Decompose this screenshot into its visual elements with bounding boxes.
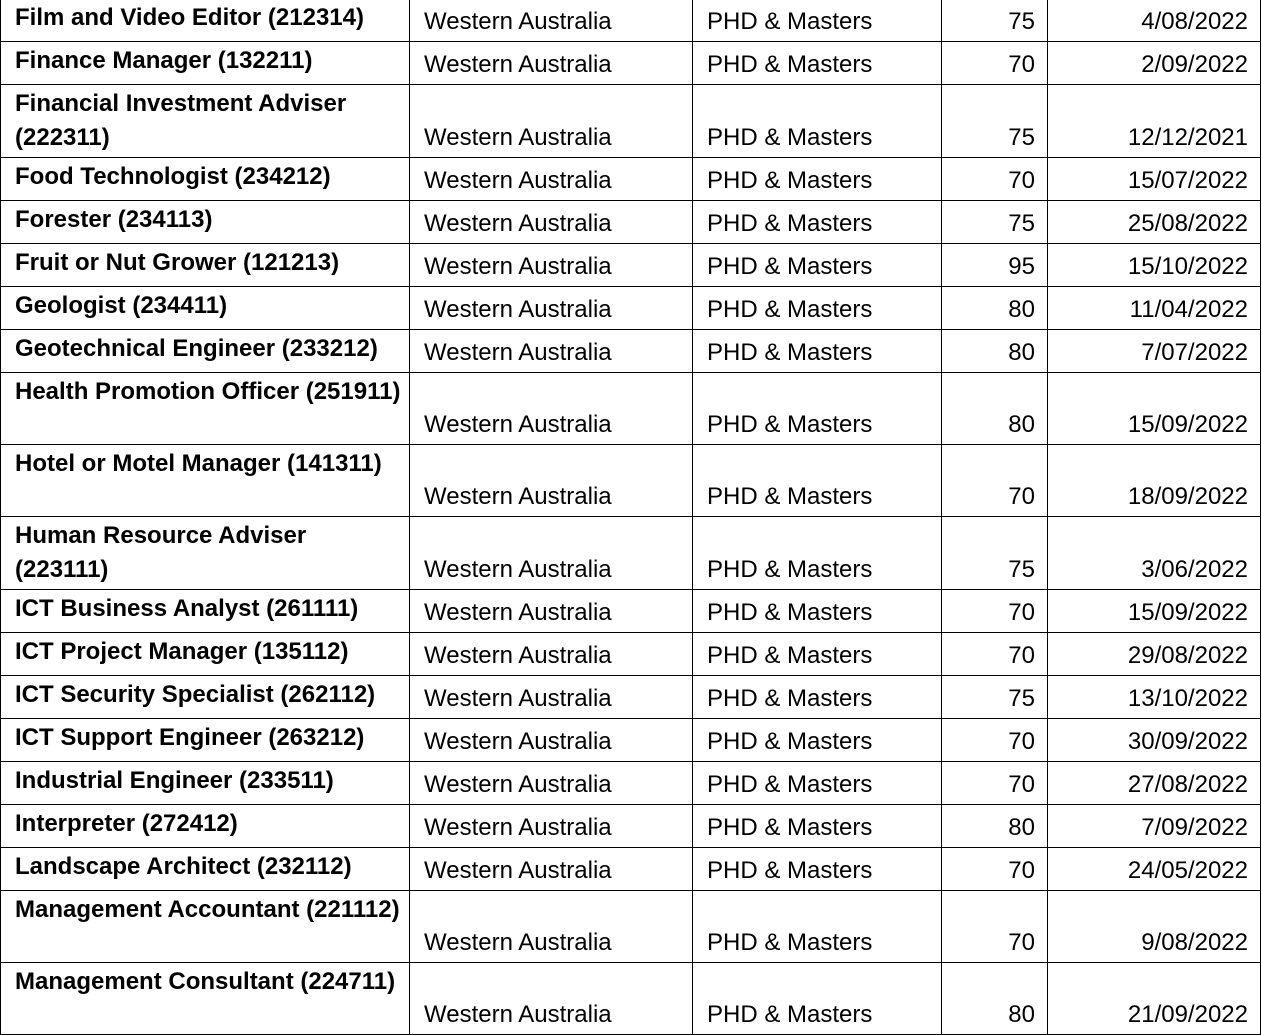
occupation-cell: Management Consultant (224711) [1, 963, 410, 1035]
date-cell: 15/10/2022 [1048, 244, 1261, 287]
qualification-cell: PHD & Masters [693, 373, 942, 445]
score-cell: 75 [942, 85, 1048, 158]
state-cell: Western Australia [410, 676, 693, 719]
state-cell: Western Australia [410, 287, 693, 330]
date-cell: 12/12/2021 [1048, 85, 1261, 158]
date-cell: 15/09/2022 [1048, 590, 1261, 633]
state-cell: Western Australia [410, 445, 693, 517]
qualification-cell: PHD & Masters [693, 244, 942, 287]
table-row [1, 201, 1261, 244]
state-cell: Western Australia [410, 633, 693, 676]
occupation-cell: ICT Business Analyst (261111) [1, 590, 410, 633]
table-row [1, 0, 1261, 42]
qualification-cell: PHD & Masters [693, 158, 942, 201]
qualification-cell: PHD & Masters [693, 762, 942, 805]
state-cell: Western Australia [410, 158, 693, 201]
occupation-cell: Hotel or Motel Manager (141311) [1, 445, 410, 517]
date-cell: 13/10/2022 [1048, 676, 1261, 719]
occupation-cell: Interpreter (272412) [1, 805, 410, 848]
state-cell: Western Australia [410, 330, 693, 373]
state-cell: Western Australia [410, 805, 693, 848]
occupation-cell: ICT Security Specialist (262112) [1, 676, 410, 719]
score-cell: 70 [942, 891, 1048, 963]
date-cell: 15/07/2022 [1048, 158, 1261, 201]
date-cell: 25/08/2022 [1048, 201, 1261, 244]
state-cell: Western Australia [410, 42, 693, 85]
occupation-cell: Health Promotion Officer (251911) [1, 373, 410, 445]
occupation-cell: Human Resource Adviser (223111) [1, 517, 410, 590]
occupation-cell: Geologist (234411) [1, 287, 410, 330]
state-cell: Western Australia [410, 85, 693, 158]
state-cell: Western Australia [410, 891, 693, 963]
table-row [1, 287, 1261, 330]
qualification-cell: PHD & Masters [693, 517, 942, 590]
qualification-cell: PHD & Masters [693, 85, 942, 158]
table-row [1, 330, 1261, 373]
score-cell: 75 [942, 0, 1048, 42]
occupation-cell: Landscape Architect (232112) [1, 848, 410, 891]
table-row [1, 805, 1261, 848]
table-row [1, 445, 1261, 517]
table-row [1, 590, 1261, 633]
occupation-cell: Geotechnical Engineer (233212) [1, 330, 410, 373]
qualification-cell: PHD & Masters [693, 805, 942, 848]
state-cell: Western Australia [410, 0, 693, 42]
qualification-cell: PHD & Masters [693, 201, 942, 244]
date-cell: 18/09/2022 [1048, 445, 1261, 517]
qualification-cell: PHD & Masters [693, 963, 942, 1035]
table-row [1, 676, 1261, 719]
date-cell: 7/07/2022 [1048, 330, 1261, 373]
table-row [1, 633, 1261, 676]
score-cell: 80 [942, 330, 1048, 373]
score-cell: 70 [942, 762, 1048, 805]
date-cell: 24/05/2022 [1048, 848, 1261, 891]
table-row [1, 42, 1261, 85]
date-cell: 29/08/2022 [1048, 633, 1261, 676]
table-row [1, 517, 1261, 590]
score-cell: 70 [942, 633, 1048, 676]
date-cell: 15/09/2022 [1048, 373, 1261, 445]
date-cell: 27/08/2022 [1048, 762, 1261, 805]
date-cell: 7/09/2022 [1048, 805, 1261, 848]
date-cell: 3/06/2022 [1048, 517, 1261, 590]
score-cell: 70 [942, 590, 1048, 633]
score-cell: 80 [942, 963, 1048, 1035]
qualification-cell: PHD & Masters [693, 633, 942, 676]
state-cell: Western Australia [410, 201, 693, 244]
state-cell: Western Australia [410, 848, 693, 891]
qualification-cell: PHD & Masters [693, 590, 942, 633]
score-cell: 75 [942, 676, 1048, 719]
date-cell: 21/09/2022 [1048, 963, 1261, 1035]
table-row [1, 244, 1261, 287]
score-cell: 75 [942, 201, 1048, 244]
qualification-cell: PHD & Masters [693, 0, 942, 42]
table-row [1, 963, 1261, 1035]
qualification-cell: PHD & Masters [693, 891, 942, 963]
state-cell: Western Australia [410, 963, 693, 1035]
score-cell: 80 [942, 373, 1048, 445]
date-cell: 9/08/2022 [1048, 891, 1261, 963]
state-cell: Western Australia [410, 373, 693, 445]
occupation-cell: Forester (234113) [1, 201, 410, 244]
score-cell: 70 [942, 445, 1048, 517]
state-cell: Western Australia [410, 719, 693, 762]
table-row [1, 85, 1261, 158]
occupation-cell: Food Technologist (234212) [1, 158, 410, 201]
occupation-cell: Industrial Engineer (233511) [1, 762, 410, 805]
score-cell: 70 [942, 42, 1048, 85]
score-cell: 80 [942, 287, 1048, 330]
score-cell: 70 [942, 158, 1048, 201]
qualification-cell: PHD & Masters [693, 42, 942, 85]
qualification-cell: PHD & Masters [693, 676, 942, 719]
qualification-cell: PHD & Masters [693, 330, 942, 373]
qualification-cell: PHD & Masters [693, 848, 942, 891]
score-cell: 70 [942, 719, 1048, 762]
date-cell: 11/04/2022 [1048, 287, 1261, 330]
occupation-cell: Film and Video Editor (212314) [1, 0, 410, 42]
score-cell: 70 [942, 848, 1048, 891]
state-cell: Western Australia [410, 762, 693, 805]
qualification-cell: PHD & Masters [693, 719, 942, 762]
score-cell: 95 [942, 244, 1048, 287]
qualification-cell: PHD & Masters [693, 445, 942, 517]
occupation-cell: Management Accountant (221112) [1, 891, 410, 963]
state-cell: Western Australia [410, 244, 693, 287]
state-cell: Western Australia [410, 590, 693, 633]
table-row [1, 373, 1261, 445]
state-cell: Western Australia [410, 517, 693, 590]
date-cell: 4/08/2022 [1048, 0, 1261, 42]
table-row [1, 158, 1261, 201]
occupation-cell: ICT Project Manager (135112) [1, 633, 410, 676]
occupation-cell: ICT Support Engineer (263212) [1, 719, 410, 762]
date-cell: 2/09/2022 [1048, 42, 1261, 85]
score-cell: 80 [942, 805, 1048, 848]
table-row [1, 891, 1261, 963]
occupation-cell: Fruit or Nut Grower (121213) [1, 244, 410, 287]
date-cell: 30/09/2022 [1048, 719, 1261, 762]
qualification-cell: PHD & Masters [693, 287, 942, 330]
occupation-cell: Financial Investment Adviser (222311) [1, 85, 410, 158]
score-cell: 75 [942, 517, 1048, 590]
table-row [1, 848, 1261, 891]
table-row [1, 719, 1261, 762]
occupation-cell: Finance Manager (132211) [1, 42, 410, 85]
table-row [1, 762, 1261, 805]
